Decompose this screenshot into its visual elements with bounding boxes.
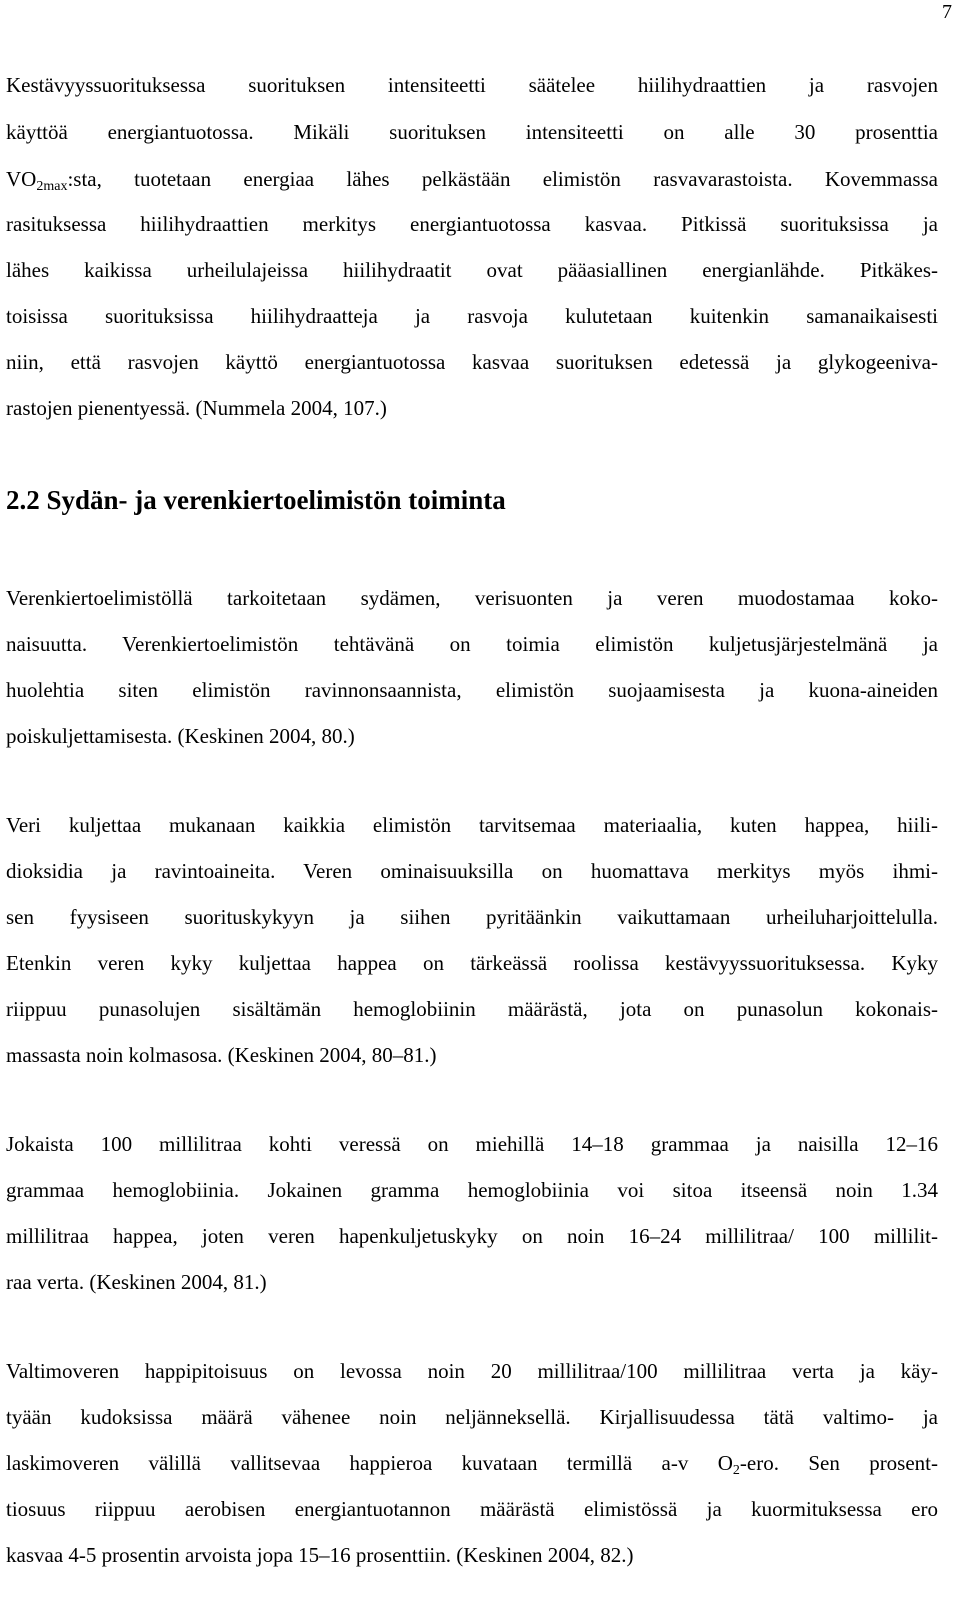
p4-line-3: millilitraa happea, joten veren hapenkuljetuskyky on noin 16–24 millilitraa/ 100 millilit- — [6, 1224, 938, 1248]
p5-line-4: tiosuus riippuu aerobisen energiantuotannon määrästä elimistössä ja kuormituksessa ero — [6, 1497, 938, 1521]
p5-line-1: Valtimoveren happipitoisuus on levossa noin 20 millilitraa/100 millilitraa verta ja käy- — [6, 1359, 938, 1383]
p3-line-1: Veri kuljettaa mukanaan kaikkia elimistön tarvitsemaa materiaalia, kuten happea, hiili- — [6, 813, 938, 837]
p3-line-4: Etenkin veren kyky kuljettaa happea on tärkeässä roolissa kestävyyssuorituksessa. Kyky — [6, 951, 938, 975]
p3-line-3: sen fyysiseen suorituskykyyn ja siihen pyritäänkin vaikuttamaan urheiluharjoittelulla. — [6, 905, 938, 929]
p1-line-3 — [6, 167, 938, 194]
p1-line-2: käyttöä energiantuotossa. Mikäli suorituksen intensiteetti on alle 30 prosenttia — [6, 120, 938, 144]
o2-subscript: 2 — [732, 1463, 740, 1478]
p5-line-3-start: laskimoveren välillä vallitsevaa happieroa kuvataan termillä a-v O — [6, 1451, 733, 1475]
p2-line-3: huolehtia siten elimistön ravinnonsaannista, elimistön suojaamisesta ja kuona-aineiden — [6, 678, 938, 702]
p4-line-2: grammaa hemoglobiinia. Jokainen gramma hemoglobiinia voi sitoa itseensä noin 1.34 — [6, 1178, 938, 1202]
p3-line-2: dioksidia ja ravintoaineita. Veren ominaisuuksilla on huomattava merkitys myös ihmi- — [6, 859, 938, 883]
p1-line-4: rasituksessa hiilihydraattien merkitys energiantuotossa kasvaa. Pitkissä suorituksissa ja — [6, 212, 938, 236]
p5-line-5: kasvaa 4-5 prosentin arvoista jopa 15–16 prosenttiin. (Keskinen 2004, 82.) — [6, 1543, 634, 1567]
page-number: 7 — [942, 1, 952, 23]
p4-line-1: Jokaista 100 millilitraa kohti veressä on miehillä 14–18 grammaa ja naisilla 12–16 — [6, 1132, 938, 1156]
p1-line-8: rastojen pienentyessä. (Nummela 2004, 107.) — [6, 396, 387, 420]
p3-line-5: riippuu punasolujen sisältämän hemoglobiinin määrästä, jota on punasolun kokonais- — [6, 997, 938, 1021]
p2-line-2: naisuutta. Verenkiertoelimistön tehtävänä on toimia elimistön kuljetusjärjestelmänä ja — [6, 632, 938, 656]
p3-line-6: massasta noin kolmasosa. (Keskinen 2004, 80–81.) — [6, 1043, 437, 1067]
p1-line-3-rest: :sta, tuotetaan energiaa lähes pelkästään elimistön rasvavarastoista. Kovemmassa — [67, 167, 938, 191]
p1-line-7: niin, että rasvojen käyttö energiantuotossa kasvaa suorituksen edetessä ja glykogeeniva- — [6, 350, 938, 374]
section-heading: 2.2 Sydän- ja verenkiertoelimistön toiminta — [6, 485, 506, 515]
vo2max-subscript: 2max — [36, 179, 68, 194]
p5-line-2: tyään kudoksissa määrä vähenee noin neljänneksellä. Kirjallisuudessa tätä valtimo- ja — [6, 1405, 938, 1429]
p2-line-4: poiskuljettamisesta. (Keskinen 2004, 80.) — [6, 724, 355, 748]
p4-line-4: raa verta. (Keskinen 2004, 81.) — [6, 1270, 267, 1294]
p1-line-5: lähes kaikissa urheilulajeissa hiilihydraatit ovat pääasiallinen energianlähde. Pitkäkes- — [6, 258, 938, 282]
vo2max-vo: VO — [6, 167, 37, 191]
p5-line-3-rest: -ero. Sen prosent- — [739, 1451, 939, 1475]
p1-line-6: toisissa suorituksissa hiilihydraatteja ja rasvoja kulutetaan kuitenkin samanaikaisesti — [6, 304, 938, 328]
p1-line-1: Kestävyyssuorituksessa suorituksen intensiteetti säätelee hiilihydraattien ja rasvojen — [6, 73, 938, 97]
p2-line-1: Verenkiertoelimistöllä tarkoitetaan sydämen, verisuonten ja veren muodostamaa koko- — [6, 586, 938, 610]
p5-line-3 — [6, 1451, 939, 1478]
